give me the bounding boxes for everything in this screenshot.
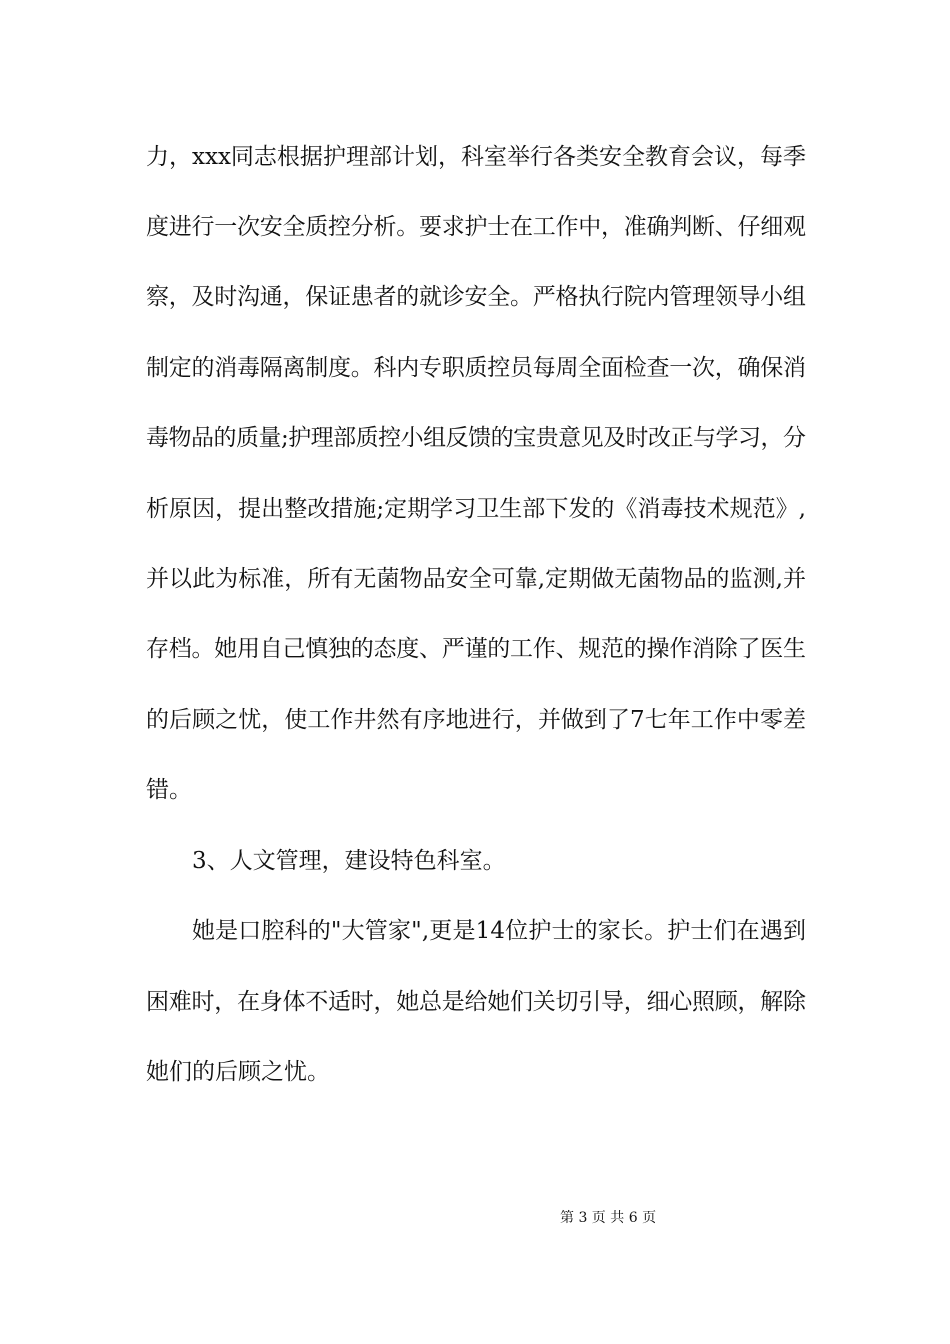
page-number-footer: 第 3 页 共 6 页 <box>560 1210 657 1226</box>
paragraph-line: 的后顾之忧，使工作井然有序地进行，并做到了7七年工作中零差 <box>146 707 807 733</box>
paragraph-line: 毒物品的质量;护理部质控小组反馈的宝贵意见及时改正与学习，分 <box>146 425 806 451</box>
paragraph-line: 察，及时沟通，保证患者的就诊安全。严格执行院内管理领导小组 <box>146 284 806 310</box>
paragraph-line: 并以此为标准，所有无菌物品安全可靠,定期做无菌物品的监测,并 <box>146 566 807 592</box>
paragraph-line: 力，xxx同志根据护理部计划，科室举行各类安全教育会议，每季 <box>146 144 806 170</box>
section-heading: 3、人文管理，建设特色科室。 <box>192 848 506 874</box>
paragraph-line: 制定的消毒隔离制度。科内专职质控员每周全面检查一次，确保消 <box>146 355 806 381</box>
paragraph-line: 错。 <box>146 777 192 803</box>
paragraph-line: 析原因，提出整改措施;定期学习卫生部下发的《消毒技术规范》, <box>146 496 807 522</box>
paragraph-line: 她们的后顾之忧。 <box>146 1059 330 1085</box>
paragraph-line: 困难时，在身体不适时，她总是给她们关切引导，细心照顾，解除 <box>146 989 806 1015</box>
paragraph-line: 她是口腔科的"大管家",更是14位护士的家长。护士们在遇到 <box>192 918 807 944</box>
paragraph-line: 存档。她用自己慎独的态度、严谨的工作、规范的操作消除了医生 <box>146 636 806 662</box>
paragraph-line: 度进行一次安全质控分析。要求护士在工作中，准确判断、仔细观 <box>146 214 806 240</box>
